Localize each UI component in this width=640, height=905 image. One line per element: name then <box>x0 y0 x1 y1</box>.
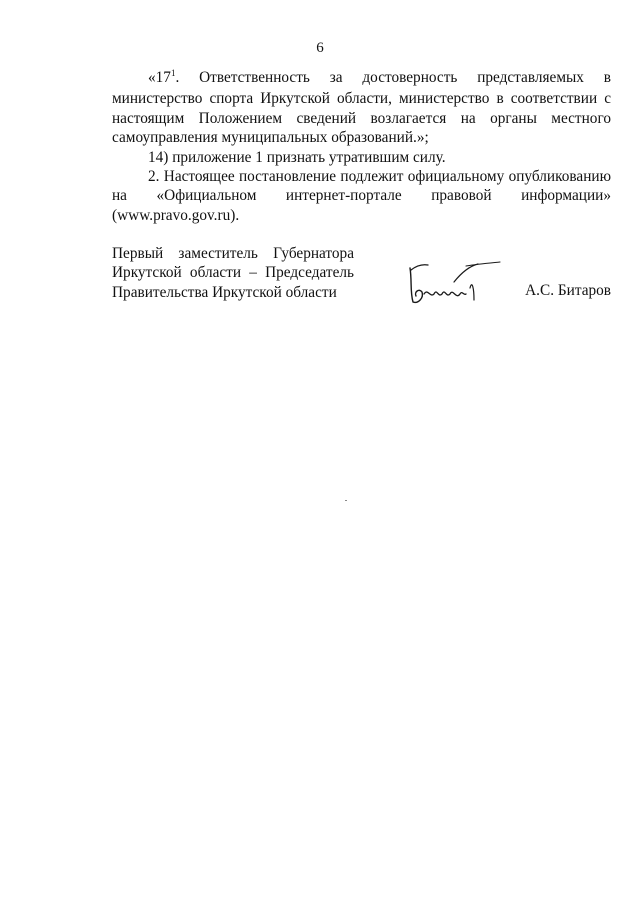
handwritten-signature <box>404 258 504 310</box>
paragraph-item-14: 14) приложение 1 признать утратившим силу. <box>148 148 446 166</box>
superscript-index: 1 <box>170 68 176 78</box>
signatory-title-line: Первый заместитель Губернатора <box>112 245 354 262</box>
paragraph-item-17-1 <box>112 68 611 148</box>
paragraph-item-2: 2. Настоящее постановление подлежит официальному опубликованию на «Официальном интернет-портале правовой информации» (www.pravo.gov.ru). <box>112 168 611 224</box>
signatory-title-line: Иркутской области – Председатель <box>112 264 354 282</box>
scan-speck <box>345 500 347 501</box>
document-body <box>112 68 611 225</box>
signatory-title <box>112 244 354 302</box>
signatory-title-line: Правительства Иркутской области <box>112 283 337 301</box>
page-number: 6 <box>316 40 324 56</box>
signatory-name: А.С. Битаров <box>525 282 611 299</box>
paragraph-text: . Ответственность за достоверность представляемых в министерство спорта Иркутской области, министерство в соответствии с настоящим Положением сведений возлагается на органы местного самоуправления муниципальных образований.»; <box>112 69 611 147</box>
paragraph-prefix: «17 <box>148 69 171 86</box>
